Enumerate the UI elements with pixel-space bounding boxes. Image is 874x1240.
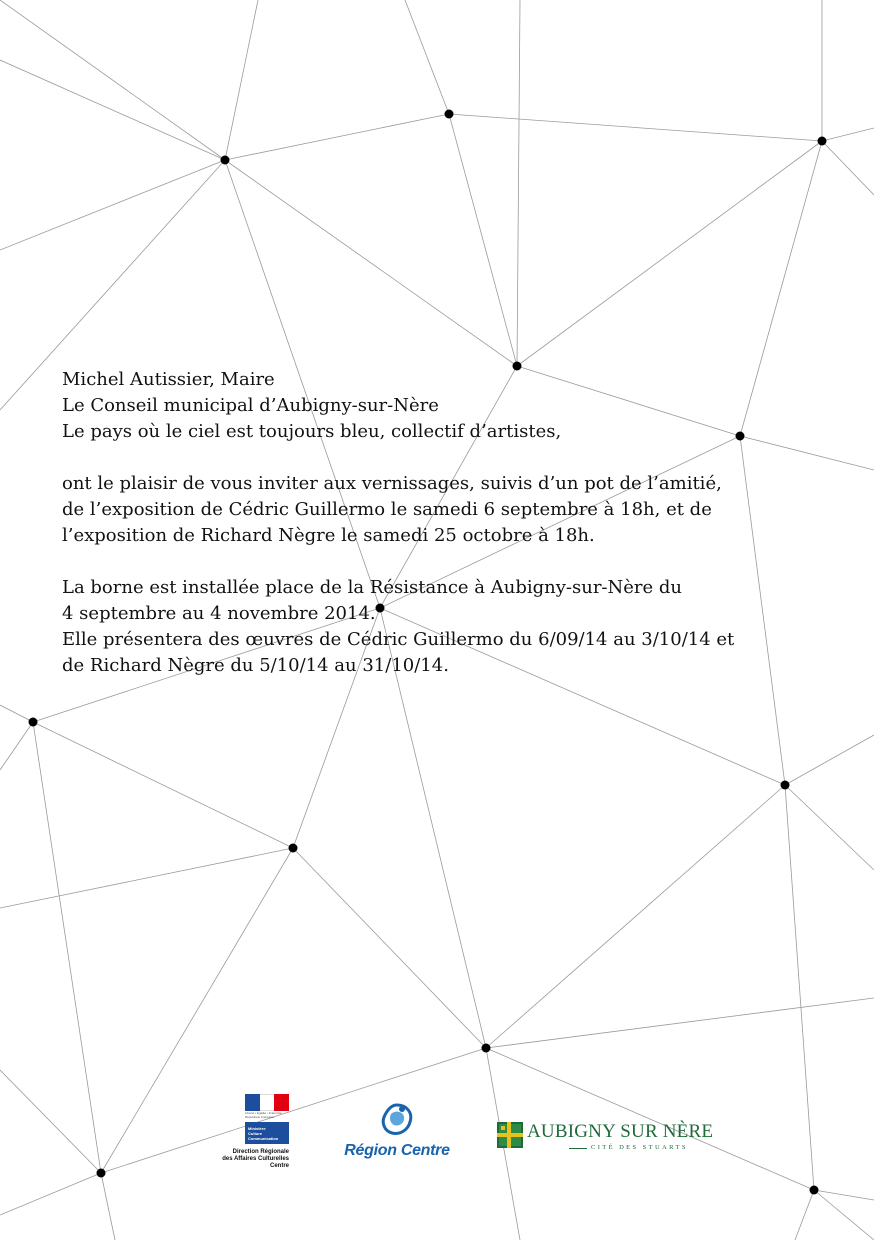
network-edge: [0, 1173, 101, 1215]
network-edge: [785, 785, 874, 870]
region-centre-logo: [338, 1102, 456, 1160]
network-edge: [814, 1190, 874, 1200]
tricolor-flag-icon: [245, 1094, 289, 1111]
network-edge: [517, 0, 520, 366]
ministere-box: [245, 1122, 289, 1144]
network-edge: [405, 0, 449, 114]
network-node: [818, 137, 827, 146]
republique-name: République Française: [245, 1115, 275, 1119]
ministere-culture-logo: [212, 1094, 292, 1170]
network-edge: [449, 114, 517, 366]
network-edge: [486, 785, 785, 1048]
network-edge: [225, 114, 449, 160]
network-edge: [0, 1070, 101, 1173]
detail-line: de Richard Nègre du 5/10/14 au 31/10/14.: [62, 655, 449, 676]
network-edge: [225, 0, 258, 160]
aubigny-name: AUBIGNY SUR NÈRE: [527, 1121, 714, 1142]
drac-label: [212, 1149, 289, 1170]
network-edge: [822, 128, 874, 141]
detail-line: 4 septembre au 4 novembre 2014.: [62, 603, 376, 624]
aubigny-tagline: CITÉ DES STUARTS: [591, 1144, 688, 1151]
network-edge: [0, 848, 293, 908]
detail-line: La borne est installée place de la Résistance à Aubigny-sur-Nère du: [62, 577, 682, 598]
drac-line: Direction Régionale: [232, 1149, 289, 1155]
network-edge: [225, 160, 517, 366]
ministere-box-line: Communication: [248, 1136, 279, 1141]
network-node: [810, 1186, 819, 1195]
network-edge: [795, 1190, 814, 1240]
network-edge: [486, 1048, 814, 1190]
network-edge: [785, 735, 874, 785]
network-node: [97, 1169, 106, 1178]
network-edge: [33, 722, 293, 848]
network-edge: [0, 705, 33, 722]
network-edge: [785, 785, 814, 1190]
invite-paragraph: [62, 471, 802, 549]
aubigny-divider: [569, 1148, 587, 1149]
drac-line: Centre: [269, 1163, 289, 1169]
network-node: [289, 844, 298, 853]
detail-line: Elle présentera des œuvres de Cédric Guillermo du 6/09/14 au 3/10/14 et: [62, 629, 735, 650]
details-paragraph: [62, 575, 802, 679]
network-edge: [101, 1173, 115, 1240]
network-node: [482, 1044, 491, 1053]
network-edge: [822, 141, 874, 195]
network-edge: [0, 0, 225, 160]
invite-line: ont le plaisir de vous inviter aux vernissages, suivis d’un pot de l’amitié,: [62, 473, 722, 494]
network-edge: [814, 1190, 874, 1240]
network-edge: [33, 722, 101, 1173]
host-line: Le pays où le ciel est toujours bleu, collectif d’artistes,: [62, 421, 562, 442]
network-edge: [449, 114, 822, 141]
hosts-paragraph: [62, 367, 802, 445]
network-node: [29, 718, 38, 727]
drac-line: des Affaires Culturelles: [222, 1156, 289, 1162]
network-edge: [293, 848, 486, 1048]
network-edge: [0, 160, 225, 250]
network-node: [221, 156, 230, 165]
network-node: [781, 781, 790, 790]
network-edge: [517, 141, 822, 366]
ministere-box-line: Ministère: [248, 1126, 266, 1131]
network-edge: [486, 998, 874, 1048]
network-edge: [0, 722, 33, 770]
republique-motto: Liberté • Égalité • Fraternité: [245, 1111, 282, 1115]
invite-line: l’exposition de Richard Nègre le samedi 25 octobre à 18h.: [62, 525, 595, 546]
invitation-text: [62, 367, 802, 679]
network-node: [445, 110, 454, 119]
network-edge: [0, 60, 225, 160]
region-centre-name: Région Centre: [344, 1142, 450, 1159]
aubigny-logo: [497, 1120, 737, 1154]
host-line: Michel Autissier, Maire: [62, 369, 275, 390]
ministere-box-line: Culture: [248, 1131, 262, 1136]
aubigny-flag-emblem-icon: [497, 1122, 523, 1148]
host-line: Le Conseil municipal d’Aubigny-sur-Nère: [62, 395, 439, 416]
region-centre-emblem-icon: [377, 1102, 417, 1138]
invite-line: de l’exposition de Cédric Guillermo le samedi 6 septembre à 18h, et de: [62, 499, 712, 520]
